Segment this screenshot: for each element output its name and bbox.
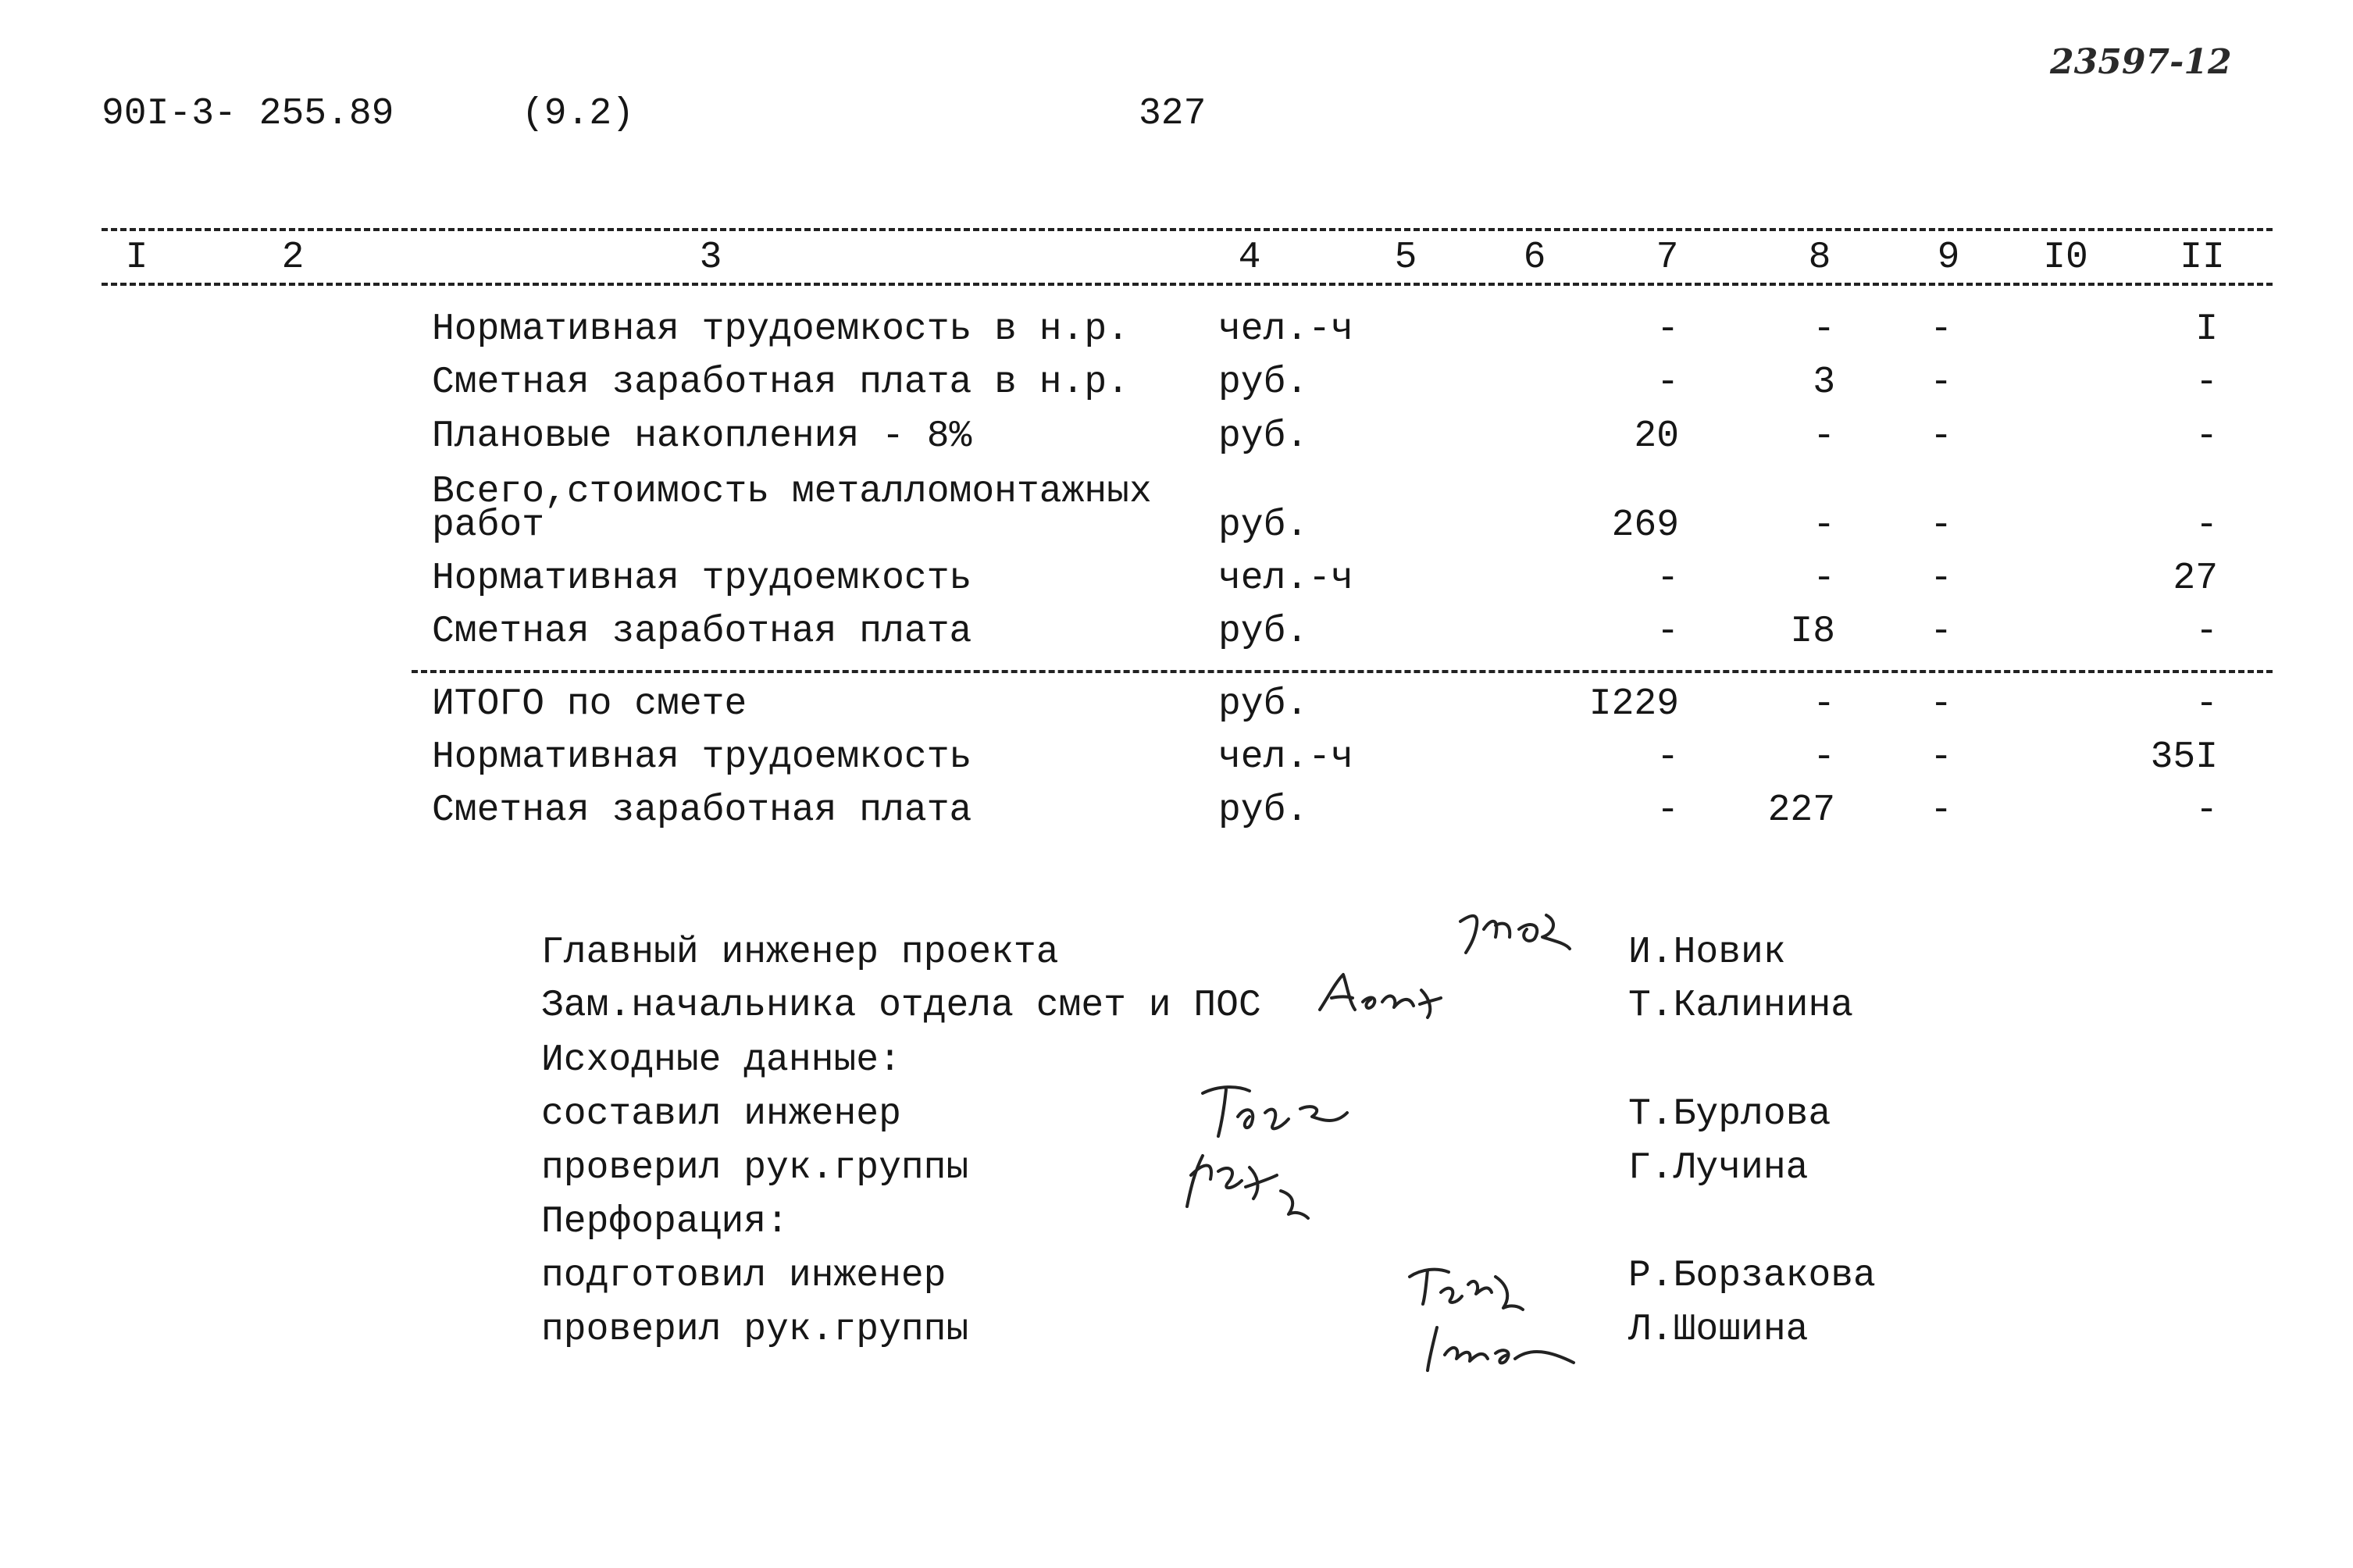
row-col11: 27 [2173, 558, 2218, 600]
row-name: Сметная заработная плата [432, 611, 972, 653]
row-col7: 269 [1611, 504, 1679, 547]
column-header-8: 8 [1808, 237, 1831, 279]
section-number: (9.2) [522, 93, 635, 135]
row-name: Плановые накопления - 8% [432, 415, 972, 458]
signature-role: Главный инженер проекта [541, 932, 1059, 974]
row-unit: руб. [1218, 611, 1309, 653]
row-col7: - [1656, 362, 1679, 404]
row-col7: - [1656, 611, 1679, 653]
row-col9: - [1930, 362, 1952, 404]
row-unit: руб. [1218, 362, 1309, 404]
signature-person: Т.Бурлова [1628, 1093, 1831, 1135]
row-col9: - [1930, 611, 1952, 653]
row-col7: - [1656, 558, 1679, 600]
total-unit: руб. [1218, 789, 1309, 832]
total-unit: чел.-ч [1218, 736, 1353, 779]
total-col9: - [1930, 683, 1952, 725]
signature-role: Перфорация: [541, 1201, 789, 1243]
row-col11: I [2195, 308, 2218, 351]
total-unit: руб. [1218, 683, 1309, 725]
row-col11: - [2195, 415, 2218, 458]
handwritten-signature [1195, 1082, 1351, 1144]
doc-code: 90I-3- 255.89 [102, 93, 394, 135]
row-name: Всего,стоимость металломонтажных [432, 471, 1152, 513]
signature-role: проверил рук.группы [541, 1309, 969, 1351]
total-col7: - [1656, 736, 1679, 779]
row-col11: - [2195, 611, 2218, 653]
column-header-4: 4 [1238, 237, 1261, 279]
total-col11: - [2195, 683, 2218, 725]
signature-person: И.Новик [1628, 932, 1786, 974]
total-col8: - [1813, 736, 1835, 779]
row-col9: - [1930, 415, 1952, 458]
header-bottom-rule [102, 283, 2273, 286]
signature-person: Л.Шошина [1628, 1309, 1809, 1351]
row-col8: - [1813, 415, 1835, 458]
row-unit: руб. [1218, 415, 1309, 458]
column-header-6: 6 [1523, 237, 1546, 279]
header-top-rule [102, 228, 2273, 231]
signature-role: составил инженер [541, 1093, 901, 1135]
handwritten-signature [1456, 906, 1574, 960]
handwritten-signature [1312, 967, 1445, 1021]
row-col9: - [1930, 308, 1952, 351]
row-col9: - [1930, 558, 1952, 600]
row-unit: руб. [1218, 504, 1309, 547]
row-col8: - [1813, 504, 1835, 547]
total-name: Сметная заработная плата [432, 789, 972, 832]
row-name-continuation: работ [432, 504, 545, 547]
page-number: 327 [1139, 93, 1207, 135]
column-header-3: 3 [699, 237, 722, 279]
signature-role: подготовил инженер [541, 1255, 947, 1297]
row-col11: - [2195, 504, 2218, 547]
handwritten-signature [1421, 1316, 1578, 1378]
column-header-9: 9 [1937, 237, 1960, 279]
row-unit: чел.-ч [1218, 558, 1353, 600]
row-col7: 20 [1634, 415, 1679, 458]
row-name: Сметная заработная плата в н.р. [432, 362, 1129, 404]
row-col8: - [1813, 308, 1835, 351]
row-col8: I8 [1790, 611, 1835, 653]
total-name: Нормативная трудоемкость [432, 736, 972, 779]
totals-rule [412, 670, 2273, 673]
total-col9: - [1930, 736, 1952, 779]
signature-role: Зам.начальника отдела смет и ПОС [541, 985, 1261, 1027]
signature-person: Р.Борзакова [1628, 1255, 1876, 1297]
total-col8: - [1813, 683, 1835, 725]
archive-number: 23597-12 [2050, 42, 2232, 82]
total-col7: - [1656, 789, 1679, 832]
row-col11: - [2195, 362, 2218, 404]
row-col9: - [1930, 504, 1952, 547]
signature-person: Г.Лучина [1628, 1147, 1809, 1189]
row-col8: - [1813, 558, 1835, 600]
row-name: Нормативная трудоемкость в н.р. [432, 308, 1129, 351]
column-header-11: II [2180, 237, 2225, 279]
column-header-1: I [125, 237, 148, 279]
column-header-2: 2 [281, 237, 305, 279]
total-col11: 35I [2150, 736, 2218, 779]
column-header-7: 7 [1656, 237, 1679, 279]
total-col7: I229 [1588, 683, 1679, 725]
row-col7: - [1656, 308, 1679, 351]
total-col9: - [1930, 789, 1952, 832]
signature-role: Исходные данные: [541, 1039, 901, 1082]
signature-role: проверил рук.группы [541, 1147, 969, 1189]
column-header-10: I0 [2043, 237, 2088, 279]
total-name: ИТОГО по смете [432, 683, 747, 725]
total-col8: 227 [1767, 789, 1835, 832]
total-col11: - [2195, 789, 2218, 832]
column-header-5: 5 [1394, 237, 1417, 279]
handwritten-signature [1406, 1261, 1531, 1316]
row-col8: 3 [1813, 362, 1835, 404]
signature-person: Т.Калинина [1628, 985, 1854, 1027]
row-name: Нормативная трудоемкость [432, 558, 972, 600]
row-unit: чел.-ч [1218, 308, 1353, 351]
handwritten-signature [1179, 1140, 1312, 1226]
